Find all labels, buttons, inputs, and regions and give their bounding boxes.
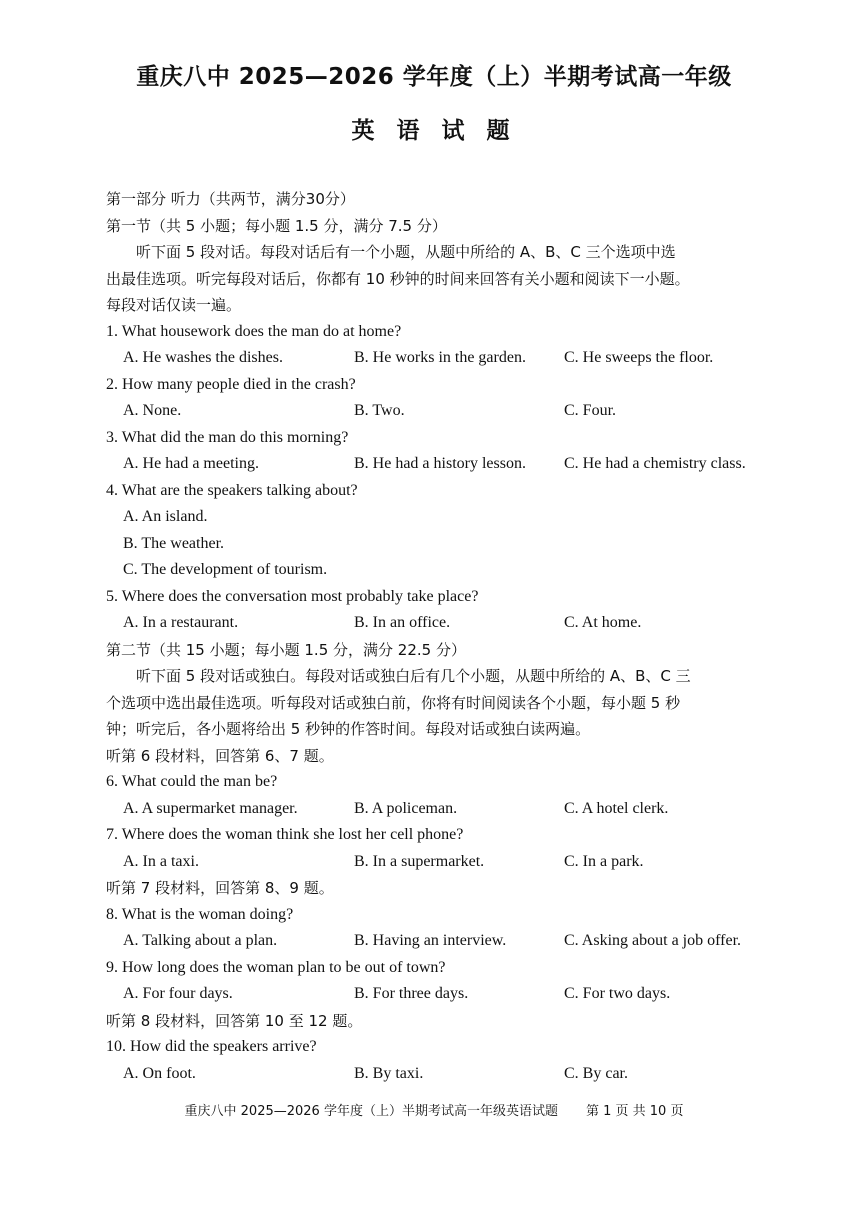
option-b: B. In a supermarket. bbox=[354, 852, 485, 870]
option-b: B. For three days. bbox=[354, 985, 469, 1002]
option-c: C. Asking about a job offer. bbox=[564, 932, 742, 949]
option-b: B. Two. bbox=[354, 402, 405, 419]
exam-subject: 英 语 试 题 bbox=[351, 118, 517, 144]
material-note: 听第 8 段材料，回答第 10 至 12 题。 bbox=[106, 1011, 363, 1030]
options-2 bbox=[106, 398, 786, 425]
question-10: 10. How did the speakers arrive? bbox=[106, 1038, 317, 1055]
options-10 bbox=[106, 1061, 786, 1088]
option-b: B. In an office. bbox=[354, 614, 451, 631]
option-a: A. He had a meeting. bbox=[123, 455, 259, 472]
material-note: 听第 6 段材料，回答第 6、7 题。 bbox=[106, 746, 334, 765]
options-3 bbox=[106, 451, 786, 478]
instruction-line: 听下面 5 段对话。每段对话后有一个小题，从题中所给的 A、B、C 三个选项中选 bbox=[136, 243, 676, 261]
part-heading: 第一部分 听力（共两节，满分30分） bbox=[106, 190, 355, 208]
instruction-line: 每段对话仅读一遍。 bbox=[106, 296, 242, 314]
option-c: C. By car. bbox=[564, 1064, 628, 1082]
material-note: 听第 7 段材料，回答第 8、9 题。 bbox=[106, 879, 334, 897]
instruction-line: 个选项中选出最佳选项。听每段对话或独白前，你将有时间阅读各个小题，每小题 5 秒 bbox=[106, 693, 681, 712]
option-c: C. Four. bbox=[564, 402, 617, 419]
option-c: C. He sweeps the floor. bbox=[564, 349, 714, 366]
options-8 bbox=[106, 928, 786, 955]
question-6: 6. What could the man be? bbox=[106, 773, 278, 790]
option-c: C. For two days. bbox=[564, 985, 671, 1002]
option-c: C. The development of tourism. bbox=[123, 561, 328, 578]
section-heading: 第二节（共 15 小题；每小题 1.5 分，满分 22.5 分） bbox=[106, 640, 466, 659]
question-4: 4. What are the speakers talking about? bbox=[106, 481, 358, 499]
option-b: B. The weather. bbox=[123, 534, 225, 552]
question-3: 3. What did the man do this morning? bbox=[106, 428, 349, 446]
instruction-line: 出最佳选项。听完每段对话后，你都有 10 秒钟的时间来回答有关小题和阅读下一小题。 bbox=[106, 269, 690, 288]
options-6 bbox=[106, 796, 786, 823]
question-9: 9. How long does the woman plan to be out of town? bbox=[106, 958, 446, 976]
option-a: A. For four days. bbox=[123, 985, 233, 1002]
question-2: 2. How many people died in the crash? bbox=[106, 375, 356, 393]
instruction-line: 听下面 5 段对话或独白。每段对话或独白后有几个小题，从题中所给的 A、B、C 三 bbox=[136, 667, 691, 685]
section-heading: 第一节（共 5 小题；每小题 1.5 分，满分 7.5 分） bbox=[106, 216, 447, 235]
question-7: 7. Where does the woman think she lost her cell phone? bbox=[106, 826, 464, 843]
option-b: B. He works in the garden. bbox=[354, 349, 526, 366]
option-a: A. He washes the dishes. bbox=[123, 349, 283, 366]
option-a: A. In a taxi. bbox=[123, 852, 199, 870]
option-a: A. A supermarket manager. bbox=[123, 799, 298, 817]
option-c: C. A hotel clerk. bbox=[564, 799, 669, 817]
footer-exam-name: 重庆八中 2025—2026 学年度（上）半期考试高一年级英语试题 bbox=[184, 1104, 558, 1119]
option-a: A. Talking about a plan. bbox=[123, 932, 278, 949]
option-a: A. On foot. bbox=[123, 1064, 196, 1082]
option-c: C. In a park. bbox=[564, 852, 644, 870]
option-c: C. He had a chemistry class. bbox=[564, 455, 746, 472]
options-9 bbox=[106, 981, 786, 1008]
options-7 bbox=[106, 849, 786, 876]
option-b: B. Having an interview. bbox=[354, 932, 507, 949]
options-5 bbox=[106, 610, 786, 637]
question-8: 8. What is the woman doing? bbox=[106, 905, 294, 923]
option-a: A. None. bbox=[123, 402, 182, 419]
question-1: 1. What housework does the man do at home? bbox=[106, 322, 402, 340]
question-5: 5. Where does the conversation most probably take place? bbox=[106, 587, 479, 605]
option-b: B. By taxi. bbox=[354, 1064, 424, 1082]
options-1 bbox=[106, 345, 786, 372]
option-a: A. An island. bbox=[123, 508, 208, 525]
option-a: A. In a restaurant. bbox=[123, 614, 239, 631]
option-b: B. A policeman. bbox=[354, 799, 458, 817]
page-number: 第 1 页 共 10 页 bbox=[585, 1104, 684, 1119]
option-b: B. He had a history lesson. bbox=[354, 455, 526, 472]
option-c: C. At home. bbox=[564, 614, 642, 631]
page-footer bbox=[0, 1100, 868, 1119]
instruction-line: 钟；听完后，各小题将给出 5 秒钟的作答时间。每段对话或独白读两遍。 bbox=[106, 720, 591, 738]
exam-content bbox=[106, 186, 786, 1087]
exam-title: 重庆八中 2025—2026 学年度（上）半期考试高一年级 bbox=[136, 64, 732, 90]
